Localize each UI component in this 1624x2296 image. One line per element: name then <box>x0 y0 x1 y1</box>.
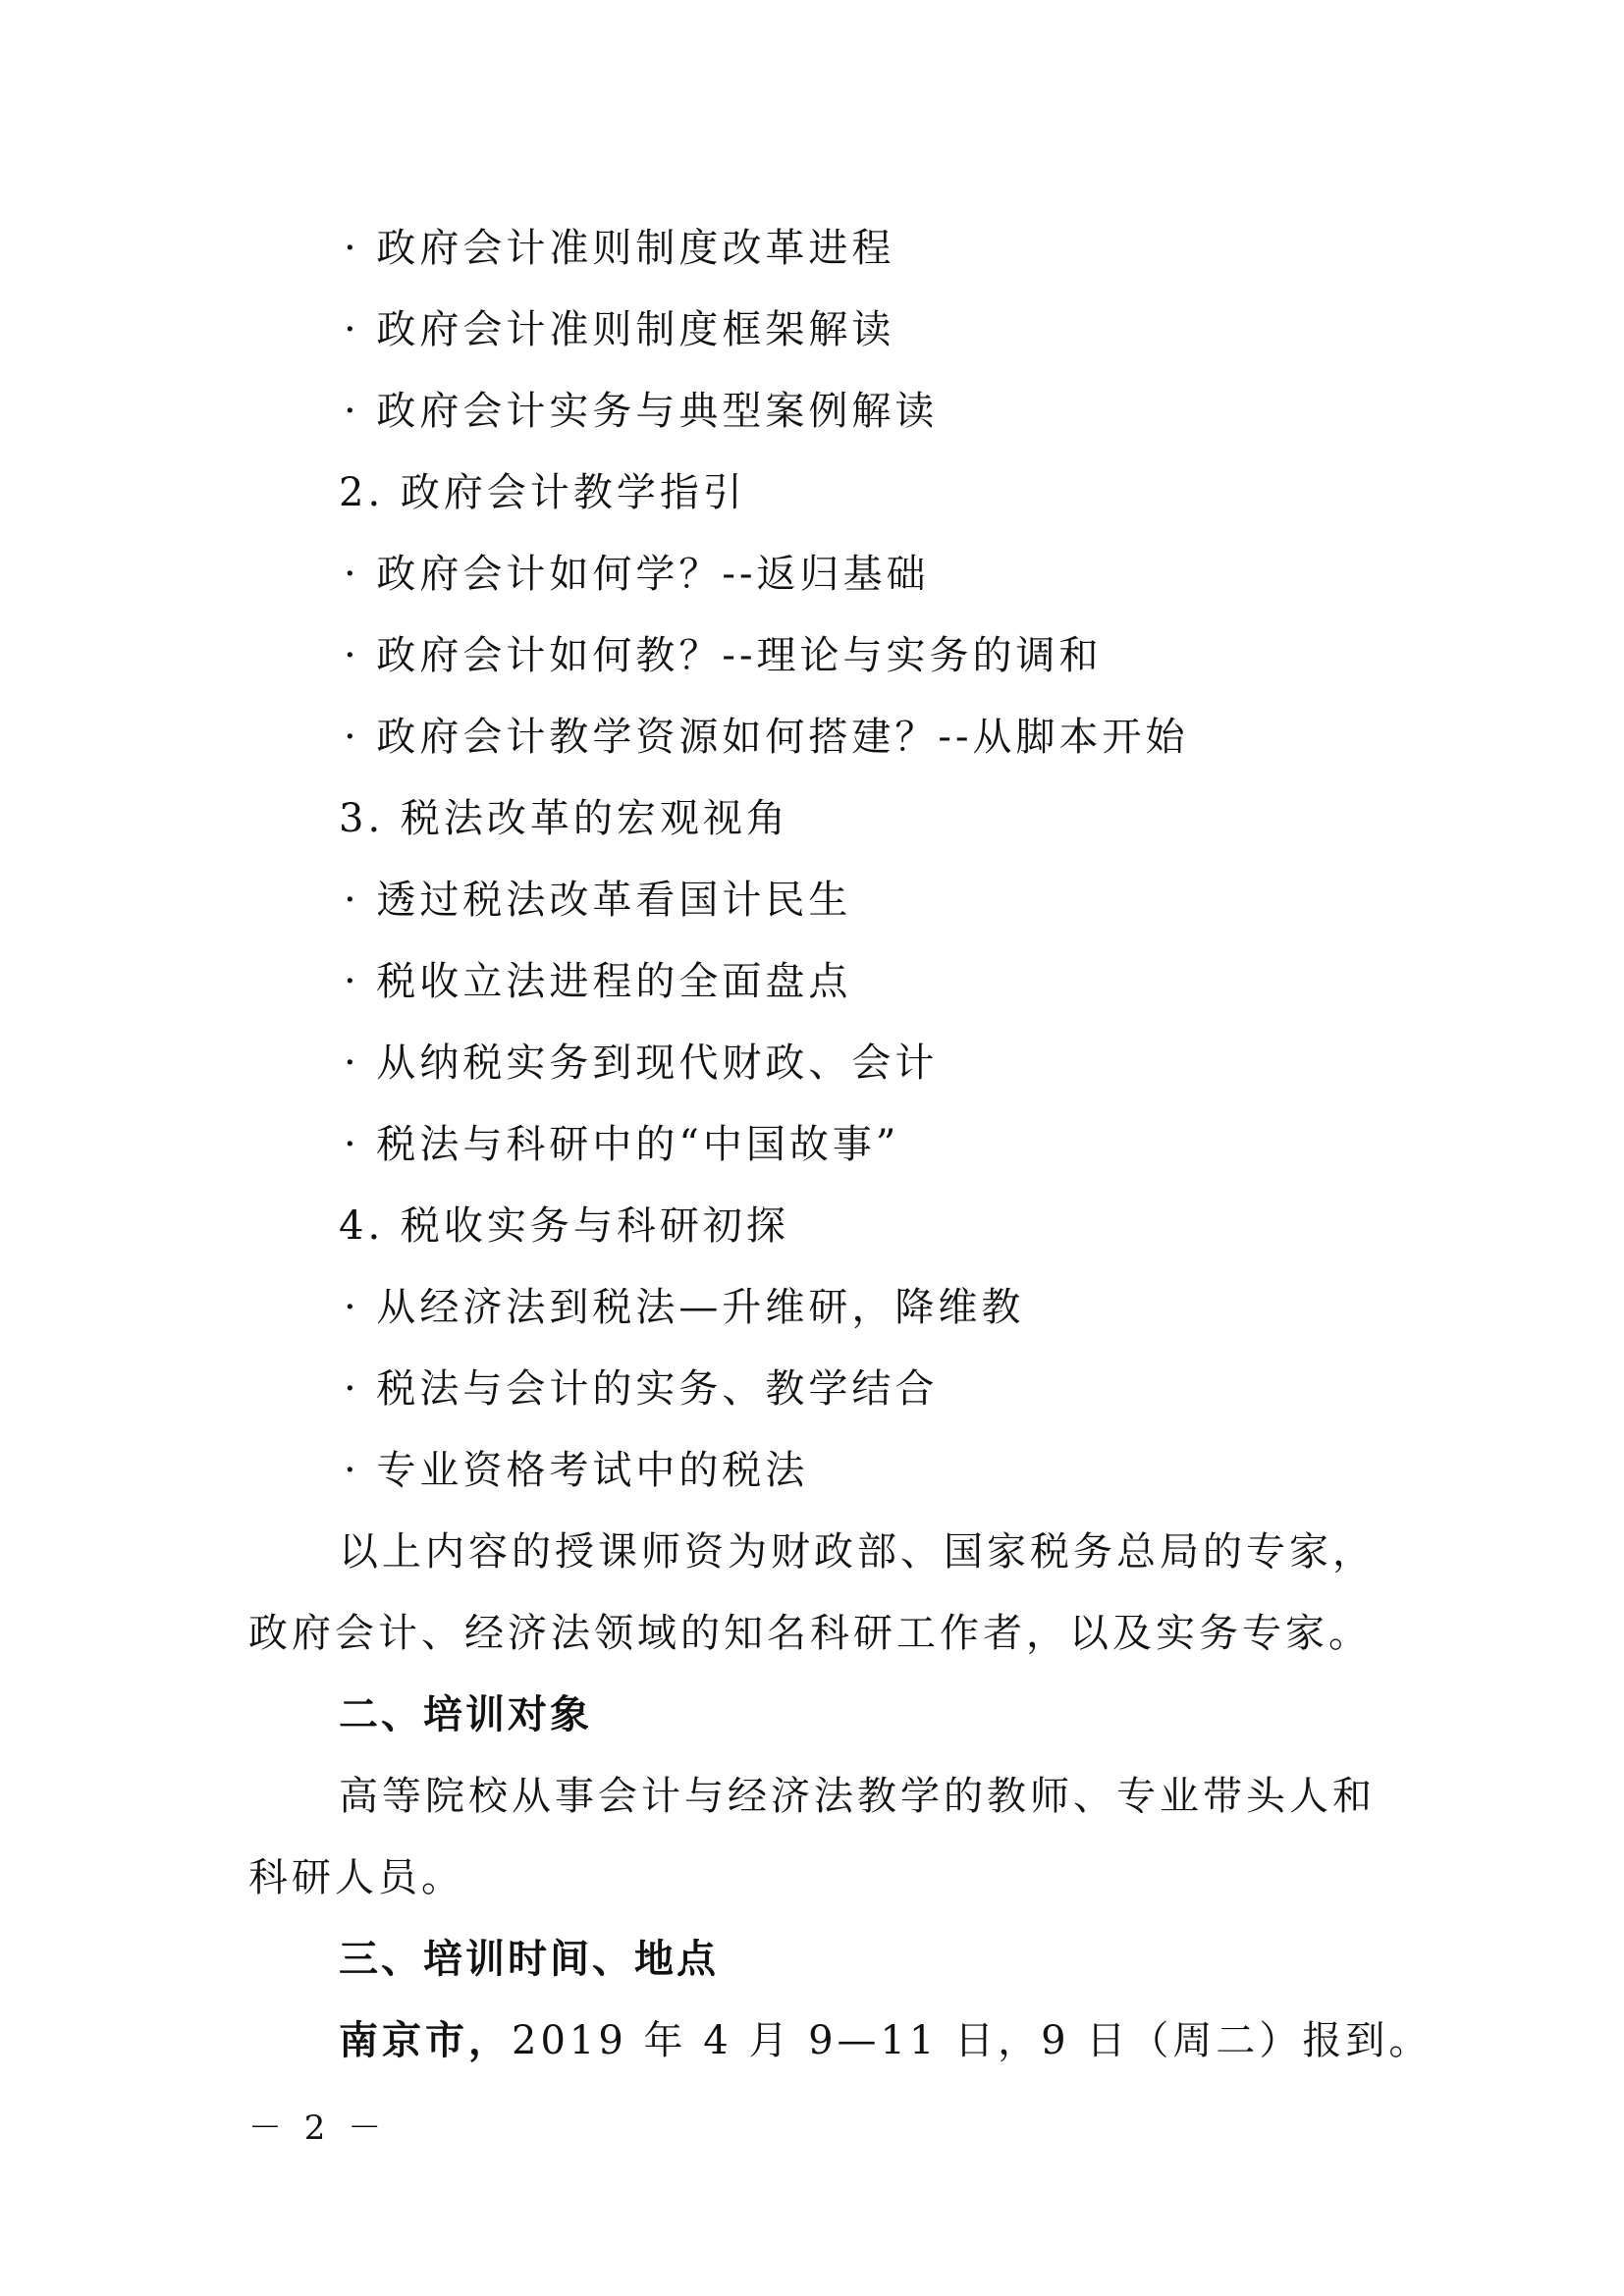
bullet-item-how-to-learn: · 政府会计如何学？--返归基础 <box>344 552 930 597</box>
paragraph-time-place <box>339 2013 1432 2068</box>
numbered-item-4: 4. 税收实务与科研初探 <box>339 1203 789 1249</box>
bullet-item-legislation: · 税收立法进程的全面盘点 <box>344 959 852 1004</box>
section-heading-trainees: 二、培训对象 <box>339 1692 592 1737</box>
bullet-item-teaching-combination: · 税法与会计的实务、教学结合 <box>344 1366 939 1412</box>
bullet-item-livelihood: · 透过税法改革看国计民生 <box>344 878 852 923</box>
bullet-item-economic-law: · 从经济法到税法—升维研，降维教 <box>344 1285 1025 1330</box>
location-text: 南京市， <box>339 2017 512 2063</box>
bullet-item-qualification-exam: · 专业资格考试中的税法 <box>344 1448 809 1493</box>
bullet-item-how-to-teach: · 政府会计如何教？--理论与实务的调和 <box>344 633 1103 678</box>
date-text: 2019 年 4 月 9—11 日，9 日（周二）报到。 <box>512 2018 1433 2063</box>
bullet-item-reform-process: · 政府会计准则制度改革进程 <box>344 226 895 271</box>
bullet-item-cases: · 政府会计实务与典型案例解读 <box>344 389 939 434</box>
paragraph-trainees-line1: 高等院校从事会计与经济法教学的教师、专业带头人和 <box>339 1774 1376 1819</box>
bullet-item-china-story: · 税法与科研中的“中国故事” <box>344 1122 900 1167</box>
numbered-item-3: 3. 税法改革的宏观视角 <box>339 796 789 841</box>
paragraph-instructors-line2: 政府会计、经济法领域的知名科研工作者，以及实务专家。 <box>248 1611 1372 1656</box>
numbered-item-2: 2. 政府会计教学指引 <box>339 470 746 515</box>
bullet-item-framework: · 政府会计准则制度框架解读 <box>344 307 895 352</box>
paragraph-instructors-line1: 以上内容的授课师资为财政部、国家税务总局的专家， <box>339 1529 1376 1575</box>
page-number: － 2 － <box>248 2109 388 2148</box>
bullet-item-finance-accounting: · 从纳税实务到现代财政、会计 <box>344 1041 939 1086</box>
bullet-item-resources: · 政府会计教学资源如何搭建？--从脚本开始 <box>344 715 1189 760</box>
paragraph-trainees-line2: 科研人员。 <box>248 1855 464 1900</box>
section-heading-time-place: 三、培训时间、地点 <box>339 1937 719 1982</box>
